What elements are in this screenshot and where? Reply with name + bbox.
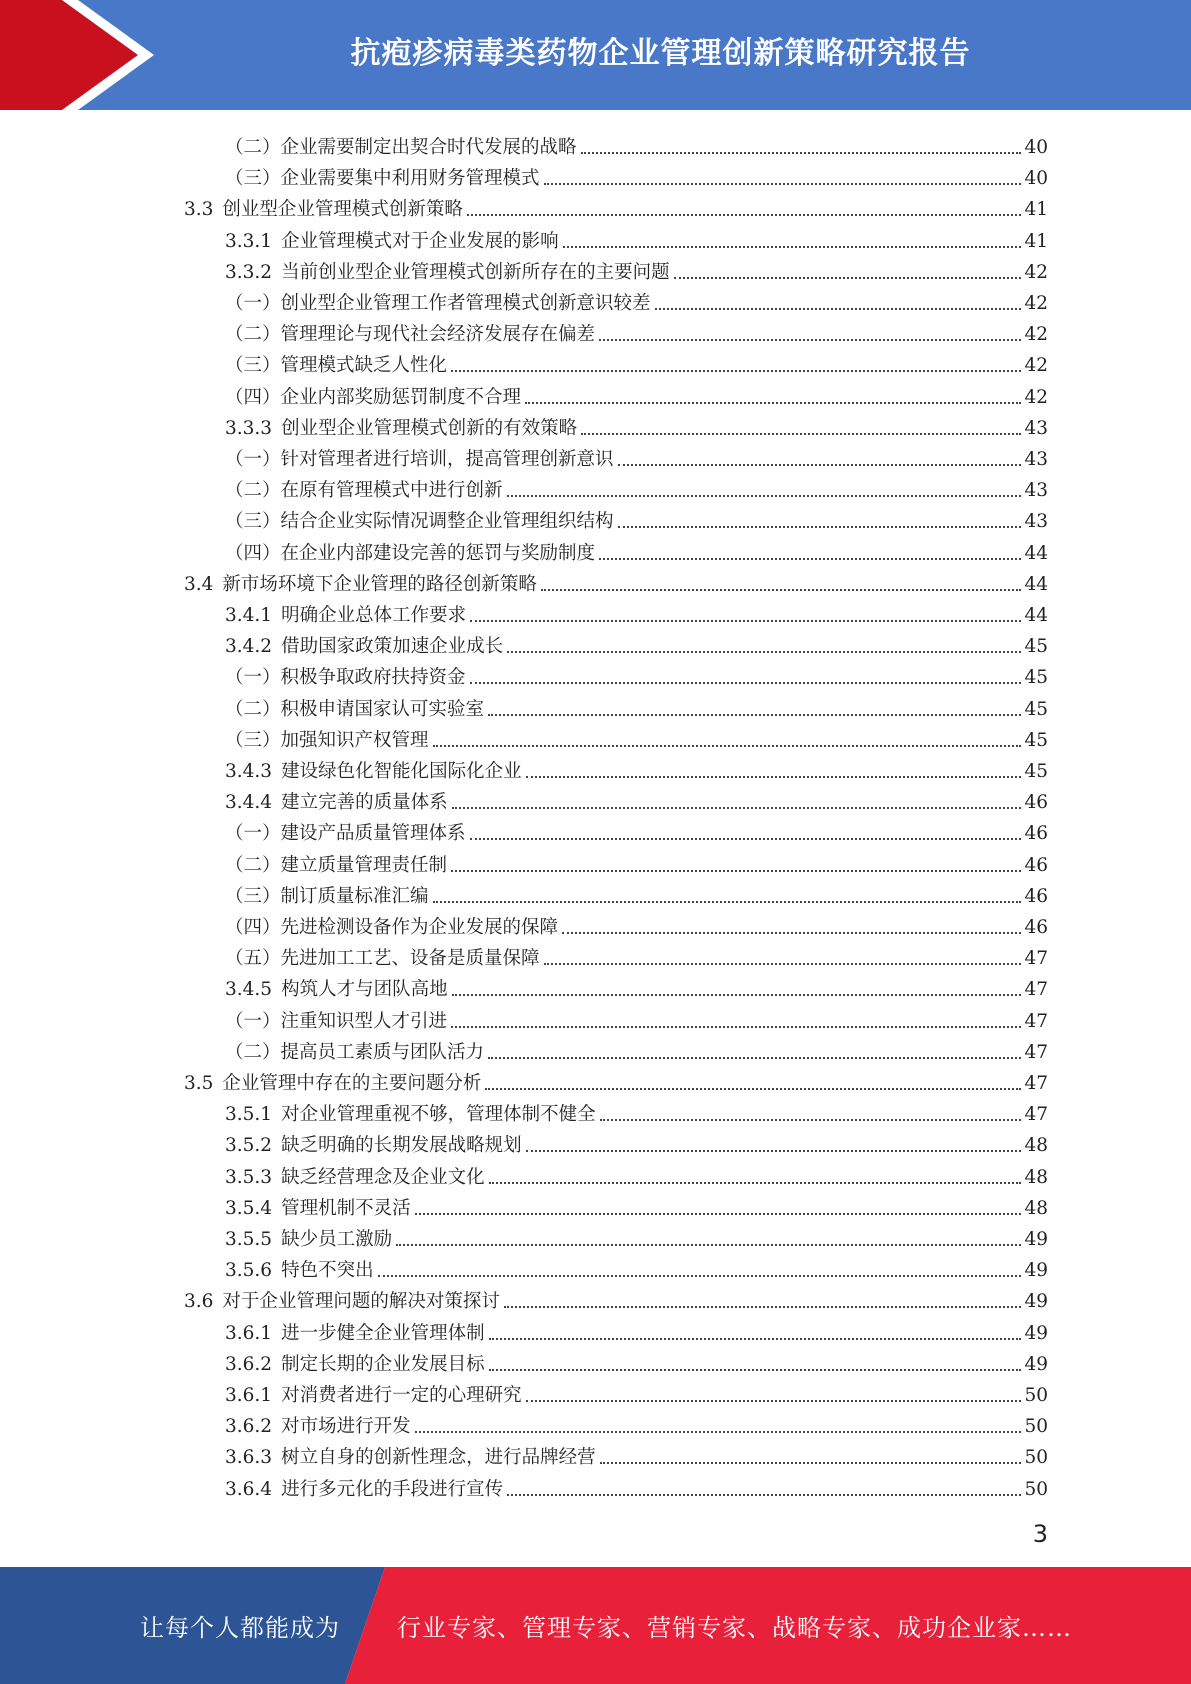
toc-entry[interactable] (225, 1095, 1048, 1126)
toc-entry[interactable] (225, 877, 1048, 908)
toc-dot-leader (485, 1088, 1021, 1090)
toc-entry-title: （三）结合企业实际情况调整企业管理组织结构 (225, 511, 614, 533)
toc-entry-page: 47 (1024, 1073, 1048, 1094)
toc-entry-title: 特色不突出 (281, 1260, 374, 1282)
toc-entry[interactable] (225, 440, 1048, 471)
toc-entry-page: 43 (1024, 449, 1048, 470)
toc-entry-page: 47 (1024, 948, 1048, 970)
toc-entry-title: （三）企业需要集中利用财务管理模式 (225, 168, 540, 190)
toc-dot-leader (415, 1213, 1022, 1215)
toc-entry-page: 46 (1024, 917, 1048, 938)
toc-entry[interactable] (184, 190, 1048, 221)
toc-entry-page: 48 (1024, 1135, 1048, 1157)
toc-entry[interactable] (225, 471, 1048, 502)
toc-entry[interactable] (184, 1064, 1048, 1095)
toc-entry-number: 3.3.3 (225, 417, 273, 439)
toc-entry-number: 3.4.3 (225, 761, 273, 782)
toc-entry-title: （二）企业需要制定出契合时代发展的战略 (225, 137, 577, 158)
toc-entry[interactable] (225, 658, 1048, 689)
toc-dot-leader (489, 1338, 1022, 1340)
toc-entry-number: 3.5.3 (225, 1166, 273, 1188)
toc-dot-leader (526, 1150, 1022, 1152)
toc-entry-page: 49 (1024, 1229, 1048, 1250)
toc-entry[interactable] (225, 690, 1048, 721)
toc-entry-title: （三）制订质量标准汇编 (225, 885, 429, 907)
toc-dot-leader (504, 1306, 1022, 1308)
page-number: 3 (1032, 1520, 1048, 1548)
toc-entry-page: 47 (1024, 1041, 1048, 1063)
toc-entry-number: 3.5.4 (225, 1197, 273, 1219)
toc-entry[interactable] (225, 534, 1048, 565)
toc-entry[interactable] (225, 1407, 1048, 1438)
toc-entry-page: 40 (1024, 168, 1048, 190)
toc-entry[interactable] (225, 1376, 1048, 1407)
toc-entry-title: 当前创业型企业管理模式创新所存在的主要问题 (281, 261, 670, 283)
toc-entry-title: 进行多元化的手段进行宣传 (281, 1478, 504, 1500)
toc-dot-leader (674, 277, 1022, 279)
toc-entry[interactable] (225, 1158, 1048, 1189)
footer-slogan-left: 让每个人都能成为 (140, 1614, 340, 1642)
toc-entry-page: 47 (1024, 979, 1048, 1001)
toc-dot-leader (378, 1275, 1022, 1277)
toc-dot-leader (396, 1244, 1021, 1246)
toc-entry[interactable] (225, 1126, 1048, 1157)
toc-entry-number: 3.3.2 (225, 261, 273, 283)
toc-entry-title: 创业型企业管理模式创新策略 (222, 199, 463, 221)
toc-entry-number: 3.5.5 (225, 1229, 273, 1250)
toc-entry-page: 45 (1024, 667, 1048, 689)
toc-dot-leader (618, 464, 1022, 466)
toc-entry-page: 48 (1024, 1197, 1048, 1219)
toc-entry[interactable] (225, 814, 1048, 845)
toc-entry[interactable] (225, 502, 1048, 533)
toc-entry-page: 41 (1024, 230, 1048, 252)
toc-dot-leader (600, 1119, 1022, 1121)
toc-entry[interactable] (225, 1002, 1048, 1033)
toc-entry-page: 50 (1024, 1447, 1048, 1469)
toc-entry-title: （一）针对管理者进行培训，提高管理创新意识 (225, 449, 614, 470)
toc-entry-title: （二）建立质量管理责任制 (225, 854, 448, 876)
toc-entry-number: 3.6.2 (225, 1353, 273, 1375)
toc-entry-number: 3.3.1 (225, 230, 273, 252)
toc-entry-page: 46 (1024, 854, 1048, 876)
toc-entry-title: 进一步健全企业管理体制 (281, 1322, 485, 1344)
toc-dot-leader (488, 1057, 1021, 1059)
toc-entry[interactable] (225, 222, 1048, 253)
toc-entry-title: 企业管理中存在的主要问题分析 (222, 1073, 482, 1094)
toc-entry[interactable] (225, 346, 1048, 377)
toc-entry-page: 42 (1024, 261, 1048, 283)
toc-dot-leader (618, 526, 1022, 528)
toc-entry[interactable] (225, 1033, 1048, 1064)
toc-dot-leader (544, 963, 1022, 965)
toc-entry[interactable] (225, 159, 1048, 190)
toc-entry-number: 3.4.4 (225, 792, 273, 814)
toc-dot-leader (562, 932, 1021, 934)
footer-banner (0, 1567, 1191, 1684)
toc-entry-title: （二）在原有管理模式中进行创新 (225, 480, 503, 502)
toc-entry[interactable] (225, 1470, 1048, 1501)
toc-dot-leader (507, 495, 1022, 497)
toc-entry-page: 43 (1024, 417, 1048, 439)
toc-dot-leader (526, 1400, 1022, 1402)
toc-entry[interactable] (225, 1189, 1048, 1220)
toc-entry[interactable] (225, 721, 1048, 752)
toc-entry-number: 3.6.3 (225, 1447, 273, 1469)
toc-entry-title: （一）建设产品质量管理体系 (225, 823, 466, 845)
toc-entry-title: 管理机制不灵活 (281, 1197, 411, 1219)
toc-dot-leader (451, 1026, 1021, 1028)
toc-entry-title: 树立自身的创新性理念，进行品牌经营 (281, 1447, 596, 1469)
toc-entry-number: 3.5 (184, 1073, 214, 1094)
toc-entry-page: 42 (1024, 355, 1048, 377)
toc-entry-page: 49 (1024, 1260, 1048, 1282)
toc-entry-title: （一）积极争取政府扶持资金 (225, 667, 466, 689)
toc-entry-title: 对消费者进行一定的心理研究 (281, 1385, 522, 1406)
toc-entry-page: 40 (1024, 137, 1048, 158)
toc-entry-title: （一）创业型企业管理工作者管理模式创新意识较差 (225, 293, 651, 314)
toc-entry-title: （一）注重知识型人才引进 (225, 1010, 448, 1032)
toc-entry-page: 42 (1024, 293, 1048, 314)
toc-entry-title: （二）提高员工素质与团队活力 (225, 1041, 485, 1063)
toc-dot-leader (451, 870, 1021, 872)
toc-entry-page: 50 (1024, 1385, 1048, 1406)
toc-dot-leader (488, 714, 1021, 716)
toc-dot-leader (452, 807, 1022, 809)
toc-entry[interactable] (225, 970, 1048, 1001)
toc-entry-title: 缺乏经营理念及企业文化 (281, 1166, 485, 1188)
toc-entry-title: 建立完善的质量体系 (281, 792, 448, 814)
toc-entry-number: 3.6 (184, 1291, 214, 1313)
toc-entry-page: 46 (1024, 823, 1048, 845)
toc-entry-number: 3.6.1 (225, 1385, 273, 1406)
report-title: 抗疱疹病毒类药物企业管理创新策略研究报告 (350, 36, 971, 71)
toc-dot-leader (599, 339, 1021, 341)
toc-entry-page: 45 (1024, 636, 1048, 658)
toc-entry[interactable] (184, 565, 1048, 596)
toc-dot-leader (470, 682, 1022, 684)
toc-dot-leader (541, 589, 1022, 591)
toc-entry[interactable] (225, 752, 1048, 783)
toc-entry-page: 42 (1024, 386, 1048, 408)
toc-entry[interactable] (184, 1282, 1048, 1313)
toc-entry[interactable] (225, 627, 1048, 658)
toc-entry[interactable] (225, 1438, 1048, 1469)
toc-entry-number: 3.6.2 (225, 1416, 273, 1438)
toc-dot-leader (467, 214, 1022, 216)
toc-entry-title: 创业型企业管理模式创新的有效策略 (281, 417, 578, 439)
toc-entry-page: 50 (1024, 1416, 1048, 1438)
toc-dot-leader (451, 370, 1021, 372)
toc-entry-page: 48 (1024, 1166, 1048, 1188)
toc-dot-leader (470, 620, 1021, 622)
toc-entry[interactable] (225, 315, 1048, 346)
toc-dot-leader (563, 246, 1022, 248)
toc-dot-leader (470, 838, 1022, 840)
toc-entry-title: （二）积极申请国家认可实验室 (225, 698, 485, 720)
toc-dot-leader (507, 1494, 1021, 1496)
toc-entry-page: 41 (1024, 199, 1048, 221)
toc-entry[interactable] (225, 409, 1048, 440)
toc-entry-number: 3.6.1 (225, 1322, 273, 1344)
header-arrow-decoration (0, 0, 160, 110)
toc-entry-page: 46 (1024, 885, 1048, 907)
toc-entry[interactable] (225, 128, 1048, 159)
toc-entry-title: （二）管理理论与现代社会经济发展存在偏差 (225, 324, 596, 346)
toc-entry[interactable] (225, 1345, 1048, 1376)
toc-entry-title: 缺少员工激励 (281, 1229, 393, 1250)
toc-dot-leader (544, 183, 1022, 185)
toc-entry-page: 49 (1024, 1322, 1048, 1344)
toc-entry[interactable] (225, 1251, 1048, 1282)
toc-entry-page: 50 (1024, 1478, 1048, 1500)
toc-dot-leader (433, 901, 1022, 903)
toc-entry-title: 对企业管理重视不够，管理体制不健全 (281, 1104, 596, 1126)
toc-entry-page: 44 (1024, 573, 1048, 595)
toc-entry-title: （四）企业内部奖励惩罚制度不合理 (225, 386, 522, 408)
toc-entry-title: （三）加强知识产权管理 (225, 729, 429, 751)
toc-entry-title: 新市场环境下企业管理的路径创新策略 (222, 573, 537, 595)
toc-dot-leader (526, 776, 1022, 778)
toc-entry-title: （五）先进加工工艺、设备是质量保障 (225, 948, 540, 970)
toc-entry-page: 49 (1024, 1291, 1048, 1313)
toc-entry-number: 3.5.6 (225, 1260, 273, 1282)
toc-entry[interactable] (225, 1220, 1048, 1251)
toc-dot-leader (433, 745, 1022, 747)
toc-entry-page: 49 (1024, 1353, 1048, 1375)
toc-entry[interactable] (225, 596, 1048, 627)
toc-entry-number: 3.3 (184, 199, 214, 221)
toc-dot-leader (525, 402, 1021, 404)
toc-entry-title: 建设绿色化智能化国际化企业 (281, 761, 522, 782)
toc-dot-leader (599, 558, 1021, 560)
toc-entry-title: 借助国家政策加速企业成长 (281, 636, 504, 658)
toc-entry-number: 3.4.5 (225, 979, 273, 1001)
toc-entry[interactable] (225, 378, 1048, 409)
toc-entry-page: 47 (1024, 1104, 1048, 1126)
toc-entry-title: 对于企业管理问题的解决对策探讨 (222, 1291, 500, 1313)
toc-entry[interactable] (225, 1314, 1048, 1345)
toc-dot-leader (600, 1462, 1022, 1464)
toc-dot-leader (452, 994, 1022, 996)
toc-entry-title: 缺乏明确的长期发展战略规划 (281, 1135, 522, 1157)
toc-dot-leader (415, 1431, 1022, 1433)
toc-entry[interactable] (225, 846, 1048, 877)
toc-entry-title: （四）在企业内部建设完善的惩罚与奖励制度 (225, 542, 596, 564)
toc-dot-leader (489, 1182, 1022, 1184)
toc-entry-page: 45 (1024, 761, 1048, 782)
toc-entry-number: 3.4.2 (225, 636, 273, 658)
toc-entry-page: 45 (1024, 729, 1048, 751)
toc-entry-page: 44 (1024, 542, 1048, 564)
toc-entry-title: 企业管理模式对于企业发展的影响 (281, 230, 559, 252)
toc-entry[interactable] (225, 284, 1048, 315)
toc-dot-leader (581, 433, 1021, 435)
toc-dot-leader (489, 1369, 1022, 1371)
toc-dot-leader (507, 651, 1021, 653)
toc-entry-title: （三）管理模式缺乏人性化 (225, 355, 448, 377)
toc-entry-number: 3.5.1 (225, 1104, 273, 1126)
toc-entry[interactable] (225, 939, 1048, 970)
toc-entry[interactable] (225, 908, 1048, 939)
toc-entry-title: 明确企业总体工作要求 (281, 605, 467, 626)
toc-entry-page: 43 (1024, 511, 1048, 533)
toc-entry-page: 42 (1024, 324, 1048, 346)
toc-entry-page: 47 (1024, 1010, 1048, 1032)
toc-entry-title: （四）先进检测设备作为企业发展的保障 (225, 917, 559, 938)
toc-entry-number: 3.4.1 (225, 605, 273, 626)
toc-entry-page: 45 (1024, 698, 1048, 720)
header-bar (0, 0, 1191, 110)
toc-entry-number: 3.5.2 (225, 1135, 273, 1157)
toc-entry-title: 制定长期的企业发展目标 (281, 1353, 485, 1375)
toc-entry-number: 3.4 (184, 573, 214, 595)
toc-dot-leader (655, 308, 1022, 310)
toc-entry-title: 构筑人才与团队高地 (281, 979, 448, 1001)
toc-entry-page: 44 (1024, 605, 1048, 626)
footer-slogan-right: 行业专家、管理专家、营销专家、战略专家、成功企业家…… (397, 1614, 1072, 1642)
toc-entry[interactable] (225, 253, 1048, 284)
toc-dot-leader (581, 152, 1022, 154)
toc-entry-number: 3.6.4 (225, 1478, 273, 1500)
toc-entry-page: 46 (1024, 792, 1048, 814)
toc-entry-page: 43 (1024, 480, 1048, 502)
toc-entry[interactable] (225, 783, 1048, 814)
toc-entry-title: 对市场进行开发 (281, 1416, 411, 1438)
